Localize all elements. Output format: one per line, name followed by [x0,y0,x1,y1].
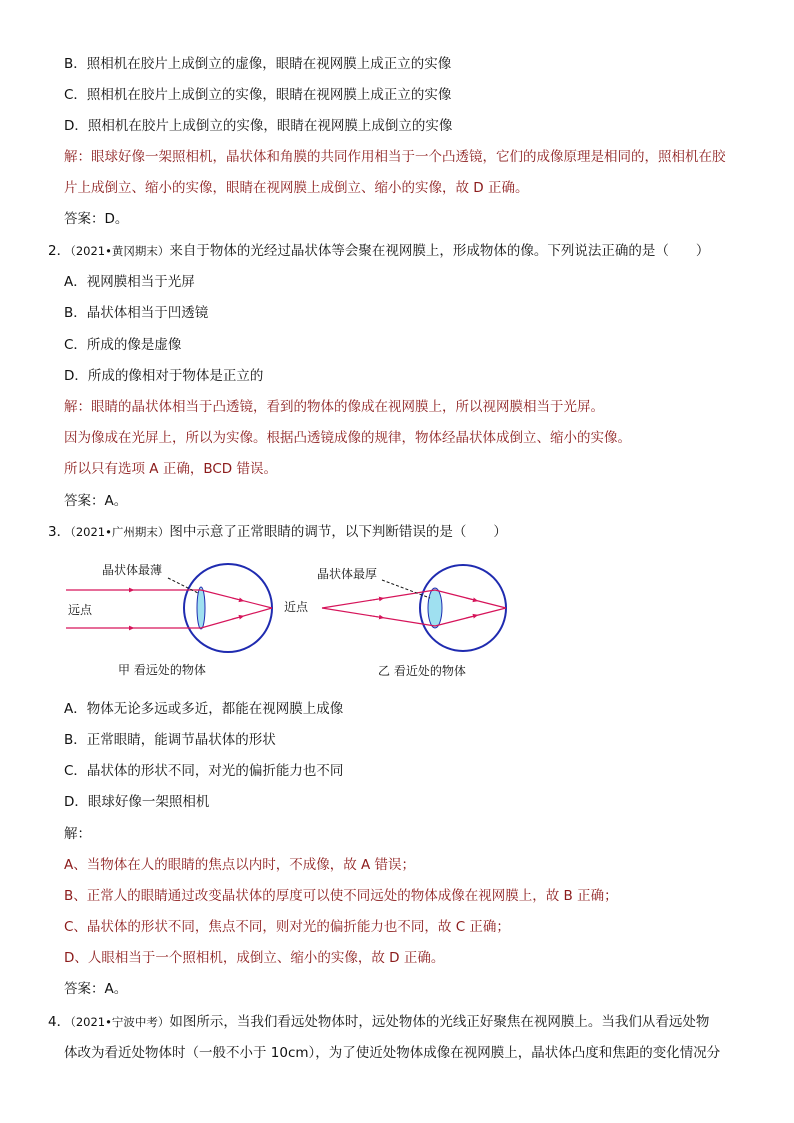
q3-source: （2021•广州期末） [70,525,170,539]
q4-stem-line-2: 体改为看近处物体时（一般不小于 10cm），为了使近处物体成像在视网膜上，晶状体凸度和焦距的变化情况分 [64,1045,721,1061]
q1-answer: 答案：D。 [64,211,129,227]
q3-solution-line-3: C、晶状体的形状不同，焦点不同，则对光的偏折能力也不同，故 C 正确； [64,919,510,935]
q3-option-d: D．眼球好像一架照相机 [64,794,210,810]
q2-stem-text: 来自于物体的光经过晶状体等会聚在视网膜上，形成物体的像。下列说法正确的是（ ） [169,243,710,259]
q3-solution-line-1: A、当物体在人的眼睛的焦点以内时，不成像，故 A 错误； [64,857,416,873]
q2-stem [48,242,709,260]
q4-source: （2021•宁波中考） [70,1015,170,1029]
q2-option-c: C．所成的像是虚像 [64,337,182,353]
q3-option-c: C．晶状体的形状不同，对光的偏折能力也不同 [64,763,344,779]
q2-option-a: A．视网膜相当于光屏 [64,274,195,290]
q3-option-b: B．正常眼睛，能调节晶状体的形状 [64,732,276,748]
left-eye-diagram [66,562,272,677]
q3-option-a: A．物体无论多远或多近，都能在视网膜上成像 [64,701,344,717]
right-point-label: 近点 [284,600,309,614]
q1-option-b: B．照相机在胶片上成倒立的虚像，眼睛在视网膜上成正立的实像 [64,56,452,72]
right-lens-label: 晶状体最厚 [317,567,378,581]
q4-number: 4． [48,1014,71,1030]
q2-option-b: B．晶状体相当于凹透镜 [64,305,209,321]
eye-accommodation-figure [60,548,540,688]
q1-option-d: D．照相机在胶片上成倒立的实像，眼睛在视网膜上成倒立的实像 [64,118,453,134]
q3-solution-heading: 解： [64,826,91,842]
left-lens [197,587,205,629]
q2-solution-line-3: 所以只有选项 A 正确，BCD 错误。 [64,461,277,477]
q2-solution-line-2: 因为像成在光屏上，所以为实像。根据凸透镜成像的规律，物体经晶状体成倒立、缩小的实像。 [64,430,631,446]
q2-number: 2． [48,243,71,259]
q4-stem-text-1: 如图所示，当我们看远处物体时，远处物体的光线正好聚焦在视网膜上。当我们从看远处物 [169,1014,710,1030]
q2-option-d: D．所成的像相对于物体是正立的 [64,368,264,384]
q3-stem [48,523,507,541]
q2-solution-line-1: 解：眼睛的晶状体相当于凸透镜，看到的物体的像成在视网膜上，所以视网膜相当于光屏。 [64,399,604,415]
left-point-label: 远点 [68,603,93,617]
left-caption: 甲 看远处的物体 [118,663,206,677]
right-caption: 乙 看近处的物体 [378,664,466,678]
right-eye-diagram [284,565,506,678]
q2-source: （2021•黄冈期末） [70,244,170,258]
q1-solution-line-2: 片上成倒立、缩小的实像，眼睛在视网膜上成倒立、缩小的实像，故 D 正确。 [64,180,529,196]
q1-solution-line-1: 解：眼球好像一架照相机，晶状体和角膜的共同作用相当于一个凸透镜，它们的成像原理是相同的，照相机在胶 [64,149,726,165]
q3-solution-line-4: D、人眼相当于一个照相机，成倒立、缩小的实像，故 D 正确。 [64,950,445,966]
right-lens [428,588,442,628]
left-lens-label: 晶状体最薄 [102,563,163,577]
q3-solution-line-2: B、正常人的眼睛通过改变晶状体的厚度可以使不同远处的物体成像在视网膜上，故 B 正确； [64,888,618,904]
q3-answer: 答案：A。 [64,981,128,997]
q4-stem-line-1 [48,1013,709,1031]
q3-number: 3． [48,524,71,540]
q3-stem-text: 图中示意了正常眼睛的调节，以下判断错误的是（ ） [169,524,507,540]
q1-option-c: C．照相机在胶片上成倒立的实像，眼睛在视网膜上成正立的实像 [64,87,452,103]
q2-answer: 答案：A。 [64,493,128,509]
